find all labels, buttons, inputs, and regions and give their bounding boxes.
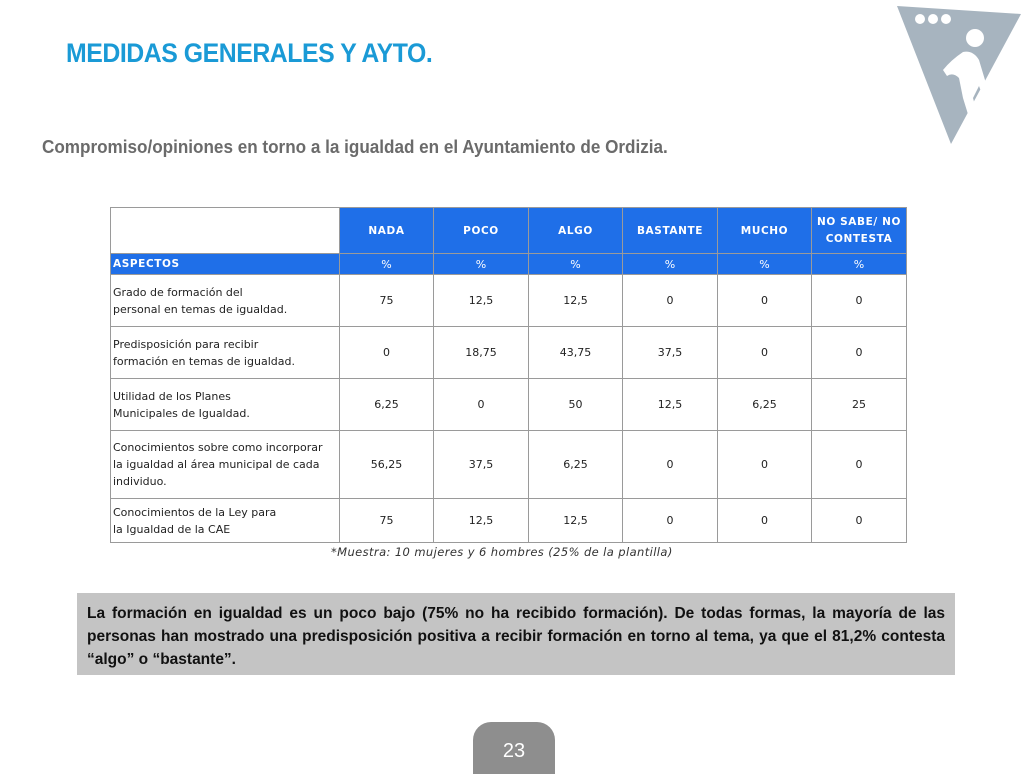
value-cell: 0 [718, 327, 812, 379]
slide-subtitle: Compromiso/opiniones en torno a la igualdad en el Ayuntamiento de Ordizia. [42, 137, 668, 157]
value-cell: 6,25 [529, 431, 623, 499]
unit-cell: % [434, 254, 529, 275]
value-cell: 12,5 [434, 275, 529, 327]
page-number: 23 [473, 722, 555, 774]
aspect-cell: Grado de formación del personal en temas de igualdad. [111, 275, 340, 327]
aspects-label: ASPECTOS [111, 254, 340, 275]
value-cell: 0 [812, 499, 907, 543]
value-cell: 0 [812, 327, 907, 379]
table-row [111, 275, 907, 327]
value-cell: 0 [623, 499, 718, 543]
value-cell: 0 [434, 379, 529, 431]
table-row [111, 499, 907, 543]
unit-cell: % [529, 254, 623, 275]
table-header-row [111, 208, 907, 254]
column-header: POCO [434, 208, 529, 254]
table-row [111, 379, 907, 431]
value-cell: 12,5 [529, 275, 623, 327]
unit-cell: % [623, 254, 718, 275]
value-cell: 0 [718, 275, 812, 327]
table-row [111, 431, 907, 499]
value-cell: 0 [812, 431, 907, 499]
aspect-cell: Utilidad de los Planes Municipales de Igualdad. [111, 379, 340, 431]
unit-cell: % [812, 254, 907, 275]
sample-note: *Muestra: 10 mujeres y 6 hombres (25% de la plantilla) [331, 545, 673, 559]
aspect-cell: Conocimientos sobre como incorporar la igualdad al área municipal de cada individuo. [111, 431, 340, 499]
value-cell: 75 [340, 275, 434, 327]
column-header: ALGO [529, 208, 623, 254]
value-cell: 25 [812, 379, 907, 431]
unit-cell: % [718, 254, 812, 275]
value-cell: 43,75 [529, 327, 623, 379]
table-row [111, 327, 907, 379]
value-cell: 12,5 [529, 499, 623, 543]
value-cell: 56,25 [340, 431, 434, 499]
table-unit-row [111, 254, 907, 275]
value-cell: 6,25 [340, 379, 434, 431]
unit-cell: % [340, 254, 434, 275]
value-cell: 12,5 [623, 379, 718, 431]
value-cell: 0 [340, 327, 434, 379]
aspect-cell: Conocimientos de la Ley para la Igualdad de la CAE [111, 499, 340, 543]
aspect-cell: Predisposición para recibir formación en temas de igualdad. [111, 327, 340, 379]
value-cell: 0 [623, 275, 718, 327]
results-table [110, 207, 907, 543]
value-cell: 12,5 [434, 499, 529, 543]
bowling-figure-logo-icon [893, 2, 1023, 147]
column-header: NADA [340, 208, 434, 254]
summary-box: La formación en igualdad es un poco bajo (75% no ha recibido formación). De todas formas, la mayoría de las personas han mostrado una predisposición positiva a recibir formación en torno al tema, ya que el 81,2% contesta “algo” o “bastante”. [77, 593, 955, 675]
value-cell: 0 [623, 431, 718, 499]
column-header: MUCHO [718, 208, 812, 254]
header-blank-cell [111, 208, 340, 254]
value-cell: 75 [340, 499, 434, 543]
value-cell: 0 [812, 275, 907, 327]
value-cell: 50 [529, 379, 623, 431]
value-cell: 0 [718, 499, 812, 543]
value-cell: 37,5 [623, 327, 718, 379]
value-cell: 18,75 [434, 327, 529, 379]
value-cell: 0 [718, 431, 812, 499]
column-header: BASTANTE [623, 208, 718, 254]
column-header: NO SABE/ NO CONTESTA [812, 208, 907, 254]
value-cell: 37,5 [434, 431, 529, 499]
slide-title: MEDIDAS GENERALES Y AYTO. [66, 38, 433, 68]
value-cell: 6,25 [718, 379, 812, 431]
